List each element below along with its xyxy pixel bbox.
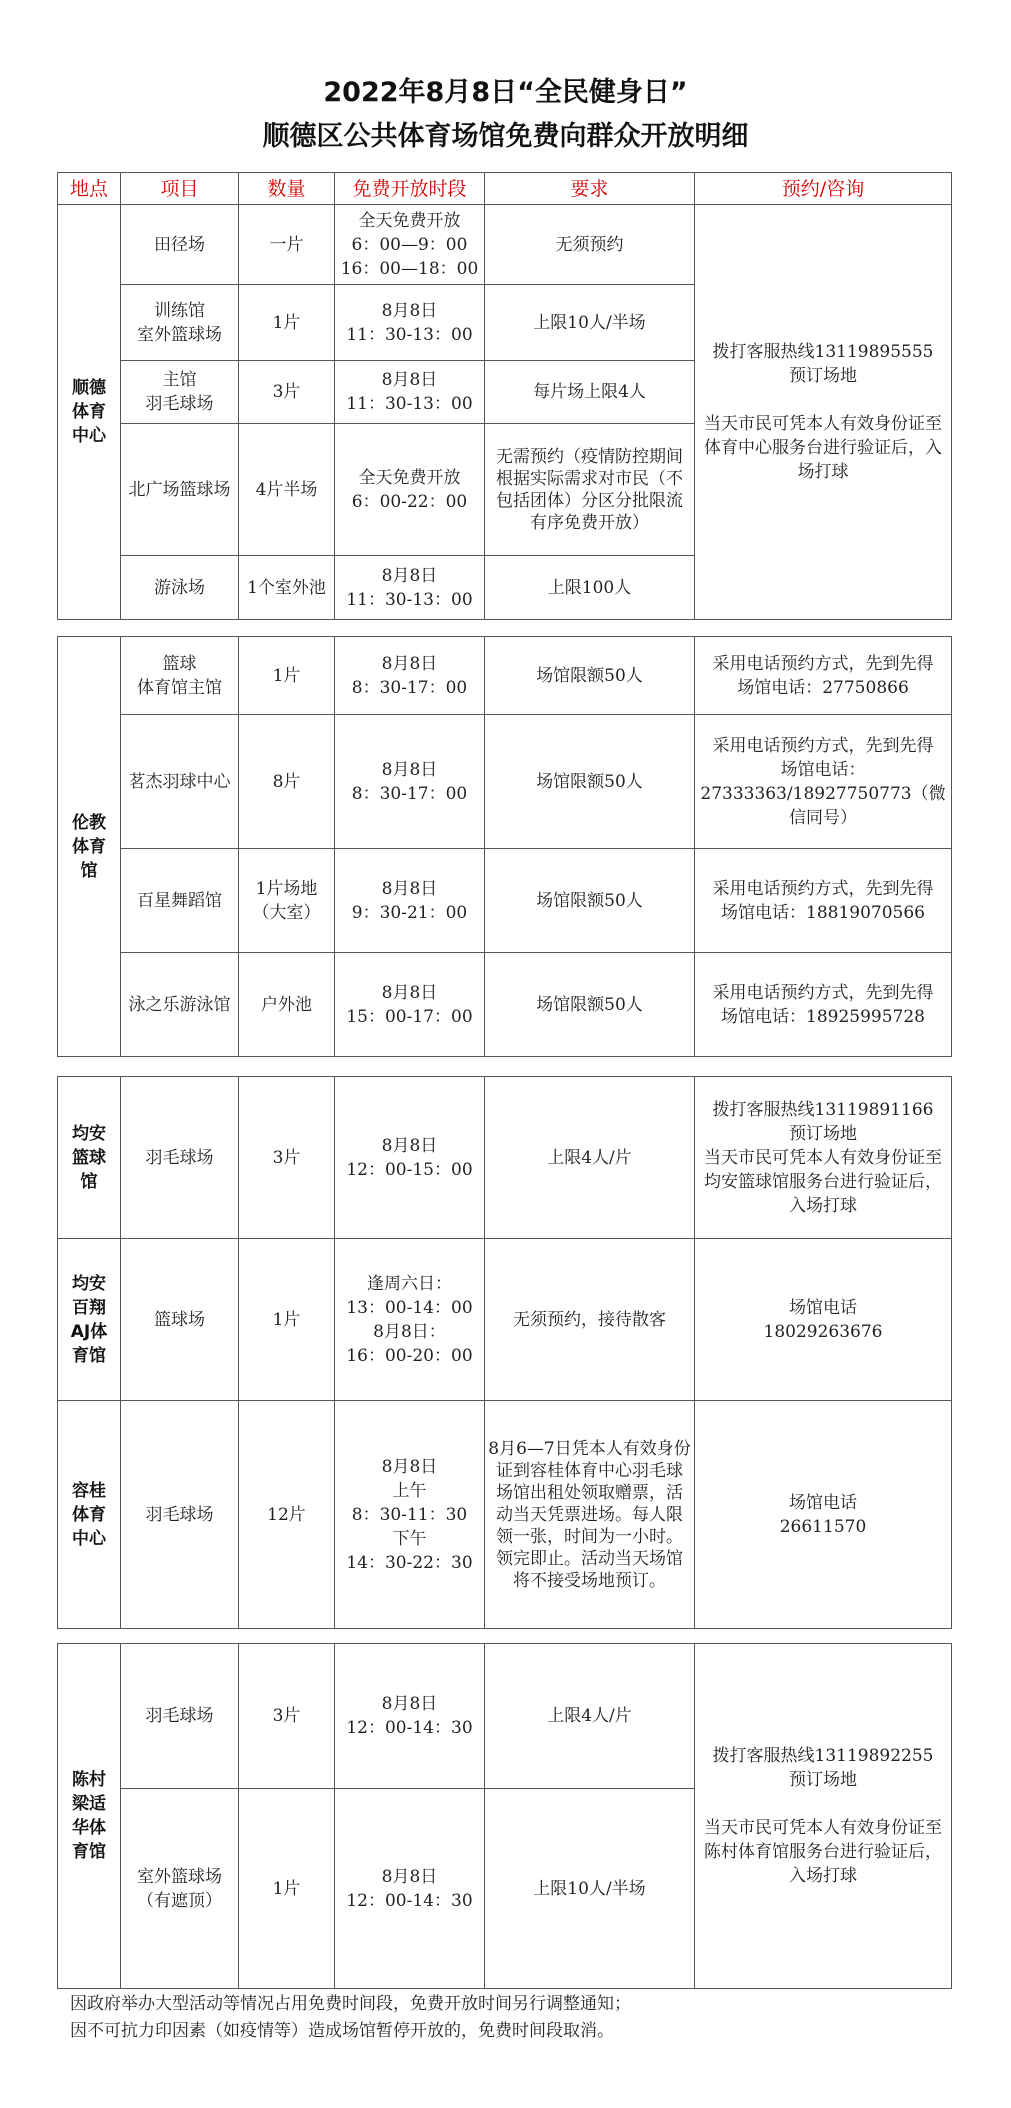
location-cell: 伦教 体育 馆 (58, 637, 121, 1057)
requirement-cell: 每片场上限4人 (485, 361, 695, 424)
item-cell: 主馆 羽毛球场 (121, 361, 239, 424)
time-cell: 8月8日 上午 8：30-11：30 下午 14：30-22：30 (335, 1401, 485, 1629)
requirement-cell: 场馆限额50人 (485, 849, 695, 953)
quantity-cell: 1片 (239, 637, 335, 715)
item-cell: 羽毛球场 (121, 1644, 239, 1789)
quantity-cell: 12片 (239, 1401, 335, 1629)
header-free-time: 免费开放时段 (335, 173, 485, 205)
contact-cell: 拨打客服热线13119891166 预订场地 当天市民可凭本人有效身份证至均安篮球馆服务台进行验证后，入场打球 (695, 1077, 952, 1239)
table-row (58, 953, 952, 1057)
requirement-cell: 上限100人 (485, 556, 695, 620)
contact-cell: 场馆电话 18029263676 (695, 1239, 952, 1401)
item-cell: 训练馆 室外篮球场 (121, 285, 239, 361)
time-cell: 8月8日 11：30-13：00 (335, 556, 485, 620)
item-cell: 百星舞蹈馆 (121, 849, 239, 953)
time-cell: 8月8日 8：30-17：00 (335, 637, 485, 715)
time-cell: 8月8日 15：00-17：00 (335, 953, 485, 1057)
header-item: 项目 (121, 173, 239, 205)
table-chencun-gym (57, 1643, 952, 1989)
footnote-1: 因政府举办大型活动等情况占用免费时间段，免费开放时间另行调整通知； (70, 1994, 631, 2014)
item-cell: 田径场 (121, 205, 239, 285)
requirement-cell: 无需预约（疫情防控期间根据实际需求对市民（不包括团体）分区分批限流有序免费开放） (485, 424, 695, 556)
quantity-cell: 1片场地 （大室） (239, 849, 335, 953)
quantity-cell: 8片 (239, 715, 335, 849)
table-row (58, 715, 952, 849)
time-cell: 8月8日 12：00-14：30 (335, 1789, 485, 1989)
location-cell: 顺德 体育 中心 (58, 205, 121, 620)
location-cell: 容桂 体育 中心 (58, 1401, 121, 1629)
requirement-cell: 无须预约 (485, 205, 695, 285)
time-cell: 8月8日 11：30-13：00 (335, 361, 485, 424)
header-requirement: 要求 (485, 173, 695, 205)
quantity-cell: 3片 (239, 1077, 335, 1239)
time-cell: 8月8日 11：30-13：00 (335, 285, 485, 361)
item-cell: 羽毛球场 (121, 1401, 239, 1629)
quantity-cell: 3片 (239, 1644, 335, 1789)
item-cell: 茗杰羽球中心 (121, 715, 239, 849)
table-row (58, 1401, 952, 1629)
quantity-cell: 1片 (239, 285, 335, 361)
requirement-cell: 场馆限额50人 (485, 953, 695, 1057)
requirement-cell: 无须预约，接待散客 (485, 1239, 695, 1401)
requirement-cell: 上限10人/半场 (485, 285, 695, 361)
item-cell: 游泳场 (121, 556, 239, 620)
footnote-2: 因不可抗力印因素（如疫情等）造成场馆暂停开放的，免费时间段取消。 (70, 2021, 614, 2041)
time-cell: 8月8日 12：00-14：30 (335, 1644, 485, 1789)
location-cell: 均安 篮球 馆 (58, 1077, 121, 1239)
item-cell: 篮球场 (121, 1239, 239, 1401)
table-row (58, 1644, 952, 1789)
item-cell: 室外篮球场 （有遮顶） (121, 1789, 239, 1989)
table-row (58, 205, 952, 285)
item-cell: 北广场篮球场 (121, 424, 239, 556)
item-cell: 篮球 体育馆主馆 (121, 637, 239, 715)
item-cell: 羽毛球场 (121, 1077, 239, 1239)
header-location: 地点 (58, 173, 121, 205)
requirement-cell: 上限4人/片 (485, 1077, 695, 1239)
header-booking: 预约/咨询 (695, 173, 952, 205)
contact-cell: 采用电话预约方式，先到先得 场馆电话：18819070566 (695, 849, 952, 953)
contact-cell: 采用电话预约方式，先到先得 场馆电话：27750866 (695, 637, 952, 715)
table-lunjiao-gym (57, 636, 952, 1057)
quantity-cell: 一片 (239, 205, 335, 285)
quantity-cell: 1片 (239, 1789, 335, 1989)
requirement-cell: 场馆限额50人 (485, 637, 695, 715)
table-row (58, 637, 952, 715)
page-title-line2: 顺德区公共体育场馆免费向群众开放明细 (262, 121, 749, 152)
requirement-cell: 8月6—7日凭本人有效身份证到容桂体育中心羽毛球场馆出租处领取赠票，活动当天凭票进场。每人限领一张，时间为一小时。领完即止。活动当天场馆将不接受场地预订。 (485, 1401, 695, 1629)
page-title-line1: 2022年8月8日“全民健身日” (323, 77, 688, 108)
requirement-cell: 上限10人/半场 (485, 1789, 695, 1989)
header-quantity: 数量 (239, 173, 335, 205)
contact-cell: 拨打客服热线13119895555 预订场地 当天市民可凭本人有效身份证至体育中心服务台进行验证后，入场打球 (695, 205, 952, 620)
time-cell: 逢周六日： 13：00-14：00 8月8日： 16：00-20：00 (335, 1239, 485, 1401)
time-cell: 全天免费开放 6：00-22：00 (335, 424, 485, 556)
table-row (58, 849, 952, 953)
quantity-cell: 3片 (239, 361, 335, 424)
time-cell: 8月8日 9：30-21：00 (335, 849, 485, 953)
requirement-cell: 上限4人/片 (485, 1644, 695, 1789)
quantity-cell: 1片 (239, 1239, 335, 1401)
location-cell: 均安 百翔 AJ体 育馆 (58, 1239, 121, 1401)
contact-cell: 采用电话预约方式，先到先得 场馆电话：18925995728 (695, 953, 952, 1057)
requirement-cell: 场馆限额50人 (485, 715, 695, 849)
table-row (58, 1239, 952, 1401)
time-cell: 8月8日 12：00-15：00 (335, 1077, 485, 1239)
table-junan-ronggui (57, 1076, 952, 1629)
quantity-cell: 4片半场 (239, 424, 335, 556)
header-row (58, 173, 952, 205)
item-cell: 泳之乐游泳馆 (121, 953, 239, 1057)
time-cell: 全天免费开放 6：00—9：00 16：00—18：00 (335, 205, 485, 285)
contact-cell: 拨打客服热线13119892255 预订场地 当天市民可凭本人有效身份证至陈村体育馆服务台进行验证后，入场打球 (695, 1644, 952, 1989)
time-cell: 8月8日 8：30-17：00 (335, 715, 485, 849)
table-row (58, 1077, 952, 1239)
quantity-cell: 户外池 (239, 953, 335, 1057)
contact-cell: 场馆电话 26611570 (695, 1401, 952, 1629)
table-shunde-sports-center (57, 172, 952, 620)
quantity-cell: 1个室外池 (239, 556, 335, 620)
contact-cell: 采用电话预约方式，先到先得 场馆电话： 27333363/18927750773（微信同号） (695, 715, 952, 849)
location-cell: 陈村 梁适 华体 育馆 (58, 1644, 121, 1989)
